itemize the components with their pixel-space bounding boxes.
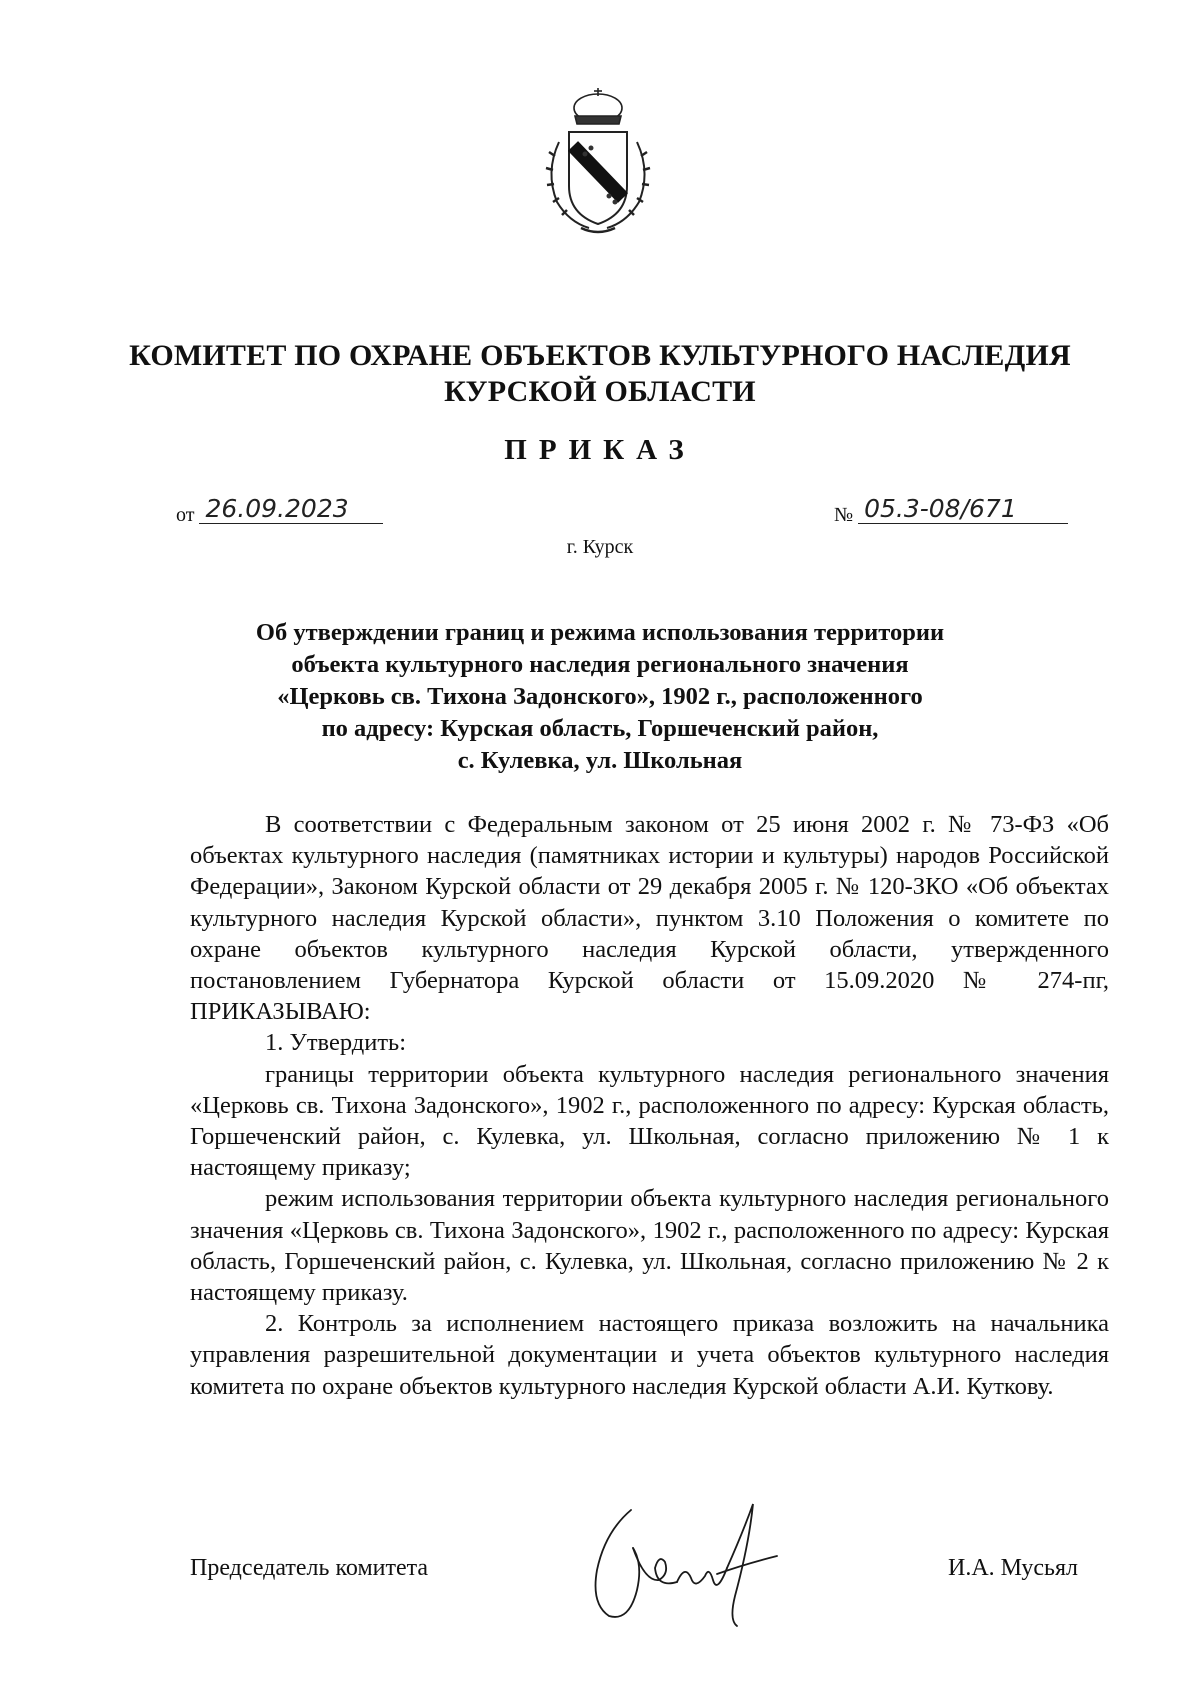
city-line: г. Курск: [566, 536, 634, 558]
item-1-title: 1. Утвердить:: [265, 1029, 407, 1057]
document-type-title: ПРИКАЗ: [504, 434, 696, 466]
preamble-paragraph: В соответствии с Федеральным законом от 25 июня 2002 г. № 73-ФЗ «Об объектах культурного наследия (памятниках истории и культуры) народов Российской Федерации», Законом Курской области от 29 декабря 2005 г. № 120-ЗКО «Об объектах культурного наследия Курской области», пунктом 3.10 Положения о комитете по охране объектов культурного наследия Курской области, утвержденного постановлением Губернатора Курской области от 15.09.2020 № 274-пг, ПРИКАЗЫВАЮ:: [190, 811, 1109, 1026]
date-prefix: от: [176, 504, 195, 526]
order-body: [190, 809, 1109, 1402]
organization-name: [100, 338, 1100, 410]
signatory-name: И.А. Мусьял: [948, 1555, 1079, 1581]
coat-of-arms-icon: [537, 86, 659, 238]
organization-name-line-2: КУРСКОЙ ОБЛАСТИ: [444, 375, 756, 408]
number-prefix: №: [834, 504, 854, 526]
organization-name-line-1: КОМИТЕТ ПО ОХРАНЕ ОБЪЕКТОВ КУЛЬТУРНОГО НАСЛЕДИЯ: [129, 339, 1071, 372]
order-subject: [180, 617, 1020, 777]
subject-line: объекта культурного наследия регионального значения: [291, 651, 909, 678]
subject-line: «Церковь св. Тихона Задонского», 1902 г., расположенного: [277, 683, 923, 710]
subject-line: Об утверждении границ и режима использования территории: [255, 619, 945, 646]
signatory-role: Председатель комитета: [190, 1555, 429, 1581]
item-1-boundaries: границы территории объекта культурного наследия регионального значения «Церковь св. Тихона Задонского», 1902 г., расположенного по адресу: Курская область, Горшеченский район, с. Кулевка, ул. Школьная, согласно приложению № 1 к настоящему приказу;: [190, 1060, 1109, 1182]
order-date: [176, 494, 383, 528]
item-2-paragraph: 2. Контроль за исполнением настоящего приказа возложить на начальника управления разрешительной документации и учета объектов культурного наследия комитета по охране объектов культурного наследия Курской области А.И. Куткову.: [190, 1310, 1109, 1400]
subject-line: по адресу: Курская область, Горшеченский район,: [321, 715, 879, 742]
item-1-regime: режим использования территории объекта культурного наследия регионального значения «Церковь св. Тихона Задонского», 1902 г., расположенного по адресу: Курская область, Горшеченский район, с. Кулевка, ул. Школьная, согласно приложению № 2 к настоящему приказу.: [190, 1185, 1109, 1307]
date-handwritten: 26.09.2023: [199, 494, 383, 524]
order-number: [834, 494, 1068, 528]
signature-icon: [585, 1498, 790, 1630]
subject-line: с. Кулевка, ул. Школьная: [457, 747, 743, 774]
number-handwritten: 05.3-08/671: [858, 494, 1068, 524]
